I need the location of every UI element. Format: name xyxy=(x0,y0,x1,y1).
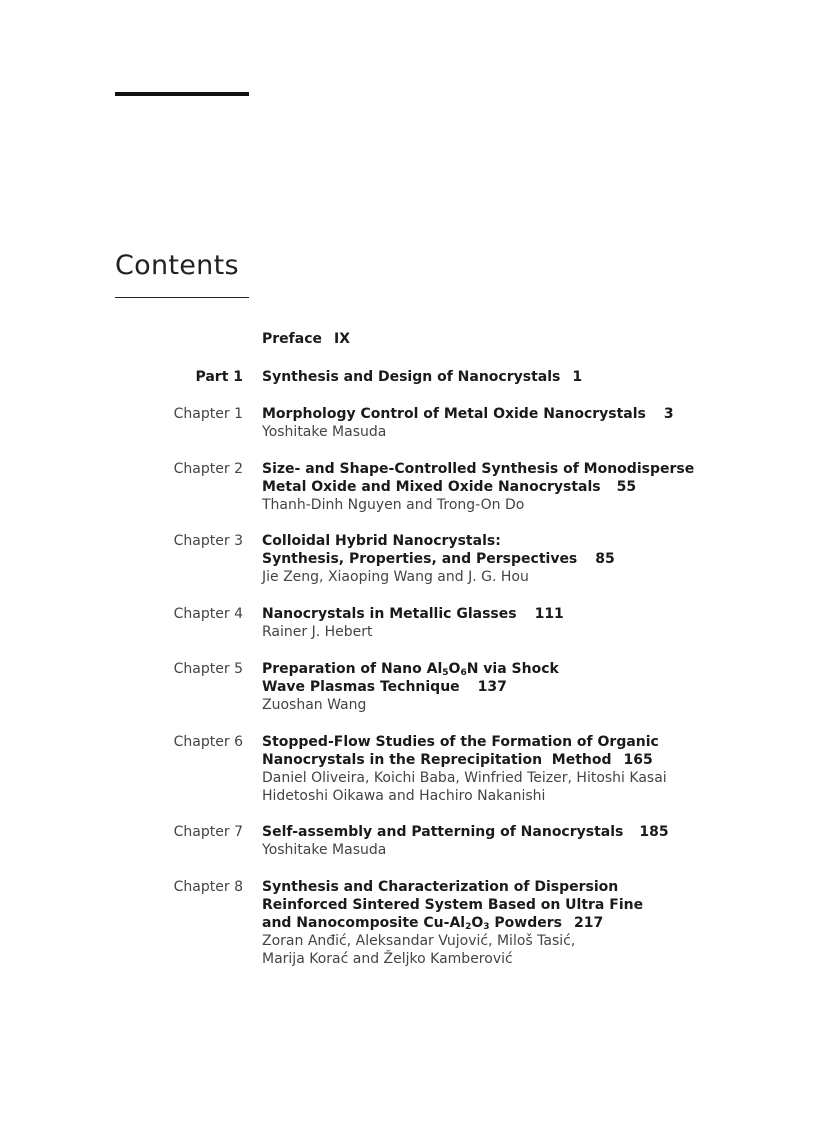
entry-title-line-1[interactable]: Size- and Shape-Controlled Synthesis of Monodisperse xyxy=(262,461,695,477)
page-number: IX xyxy=(334,331,351,347)
entry-title[interactable]: Preface IX xyxy=(262,331,351,347)
entry-authors: Zuoshan Wang xyxy=(262,697,367,713)
chapter-label: Chapter 8 xyxy=(173,879,243,895)
entry-title[interactable]: Morphology Control of Metal Oxide Nanocrystals 3 xyxy=(262,406,674,422)
entry-title-line-1[interactable]: Preparation of Nano $Al_5O_6N$ via Shock xyxy=(262,661,559,678)
entry-authors-line-2: Hidetoshi Oikawa and Hachiro Nakanishi xyxy=(262,788,546,804)
chapter-label: Chapter 6 xyxy=(173,734,243,750)
entry-authors: Yoshitake Masuda xyxy=(262,424,387,440)
entry-authors-line-2: Marija Korać and Željko Kamberović xyxy=(262,951,513,967)
title-underline xyxy=(115,297,249,298)
page-number: 3 xyxy=(663,406,674,422)
chapter-label: Chapter 5 xyxy=(173,661,243,677)
chapter-label: Chapter 4 xyxy=(173,606,243,622)
page-number: 137 xyxy=(477,679,507,695)
entry-authors-line-1: Zoran Anđić, Aleksandar Vujović, Miloš Tasić, xyxy=(262,933,576,949)
entry-title-line-2[interactable]: Wave Plasmas Technique 137 xyxy=(262,679,507,695)
entry-title-line-1[interactable]: Colloidal Hybrid Nanocrystals: xyxy=(262,533,501,549)
entry-authors: Rainer J. Hebert xyxy=(262,624,373,640)
chapter-label: Chapter 2 xyxy=(173,461,243,477)
page-number: 217 xyxy=(573,915,604,931)
entry-title[interactable]: Nanocrystals in Metallic Glasses 111 xyxy=(262,606,564,622)
page-number: 55 xyxy=(616,479,637,495)
entry-authors: Thanh-Dinh Nguyen and Trong-On Do xyxy=(262,497,525,513)
page-number: 185 xyxy=(639,824,669,840)
entry-title-line-2[interactable]: Reinforced Sintered System Based on Ultra Fine xyxy=(262,897,644,913)
page-number: 111 xyxy=(534,606,564,622)
page-title: Contents xyxy=(115,250,239,281)
entry-authors: Yoshitake Masuda xyxy=(262,842,387,858)
chapter-label: Chapter 3 xyxy=(173,533,243,549)
entry-title[interactable]: Synthesis and Design of Nanocrystals 1 xyxy=(262,369,583,385)
entry-title-line-2[interactable]: Synthesis, Properties, and Perspectives 85 xyxy=(262,551,615,567)
entry-title-line-1[interactable]: Stopped-Flow Studies of the Formation of Organic xyxy=(262,734,659,750)
page-number: 85 xyxy=(595,551,615,567)
page-number: 165 xyxy=(623,752,653,768)
entry-authors: Jie Zeng, Xiaoping Wang and J. G. Hou xyxy=(262,569,529,585)
entry-title-line-3[interactable]: and Nanocomposite $Cu-Al_2O_3$ Powders 217 xyxy=(262,915,604,932)
entry-title-line-1[interactable]: Synthesis and Characterization of Dispersion xyxy=(262,879,619,895)
chapter-label: Chapter 1 xyxy=(173,406,243,422)
top-decorative-rule xyxy=(115,92,249,96)
entry-title[interactable]: Self-assembly and Patterning of Nanocrystals 185 xyxy=(262,824,669,840)
entry-authors-line-1: Daniel Oliveira, Koichi Baba, Winfried Teizer, Hitoshi Kasai xyxy=(262,770,667,786)
chapter-label: Chapter 7 xyxy=(173,824,243,840)
entry-title-line-2[interactable]: Nanocrystals in the Reprecipitation Method 165 xyxy=(262,752,653,768)
entry-title-line-2[interactable]: Metal Oxide and Mixed Oxide Nanocrystals 55 xyxy=(262,479,637,495)
page-number: 1 xyxy=(572,369,583,385)
part-label: Part 1 xyxy=(195,369,243,385)
